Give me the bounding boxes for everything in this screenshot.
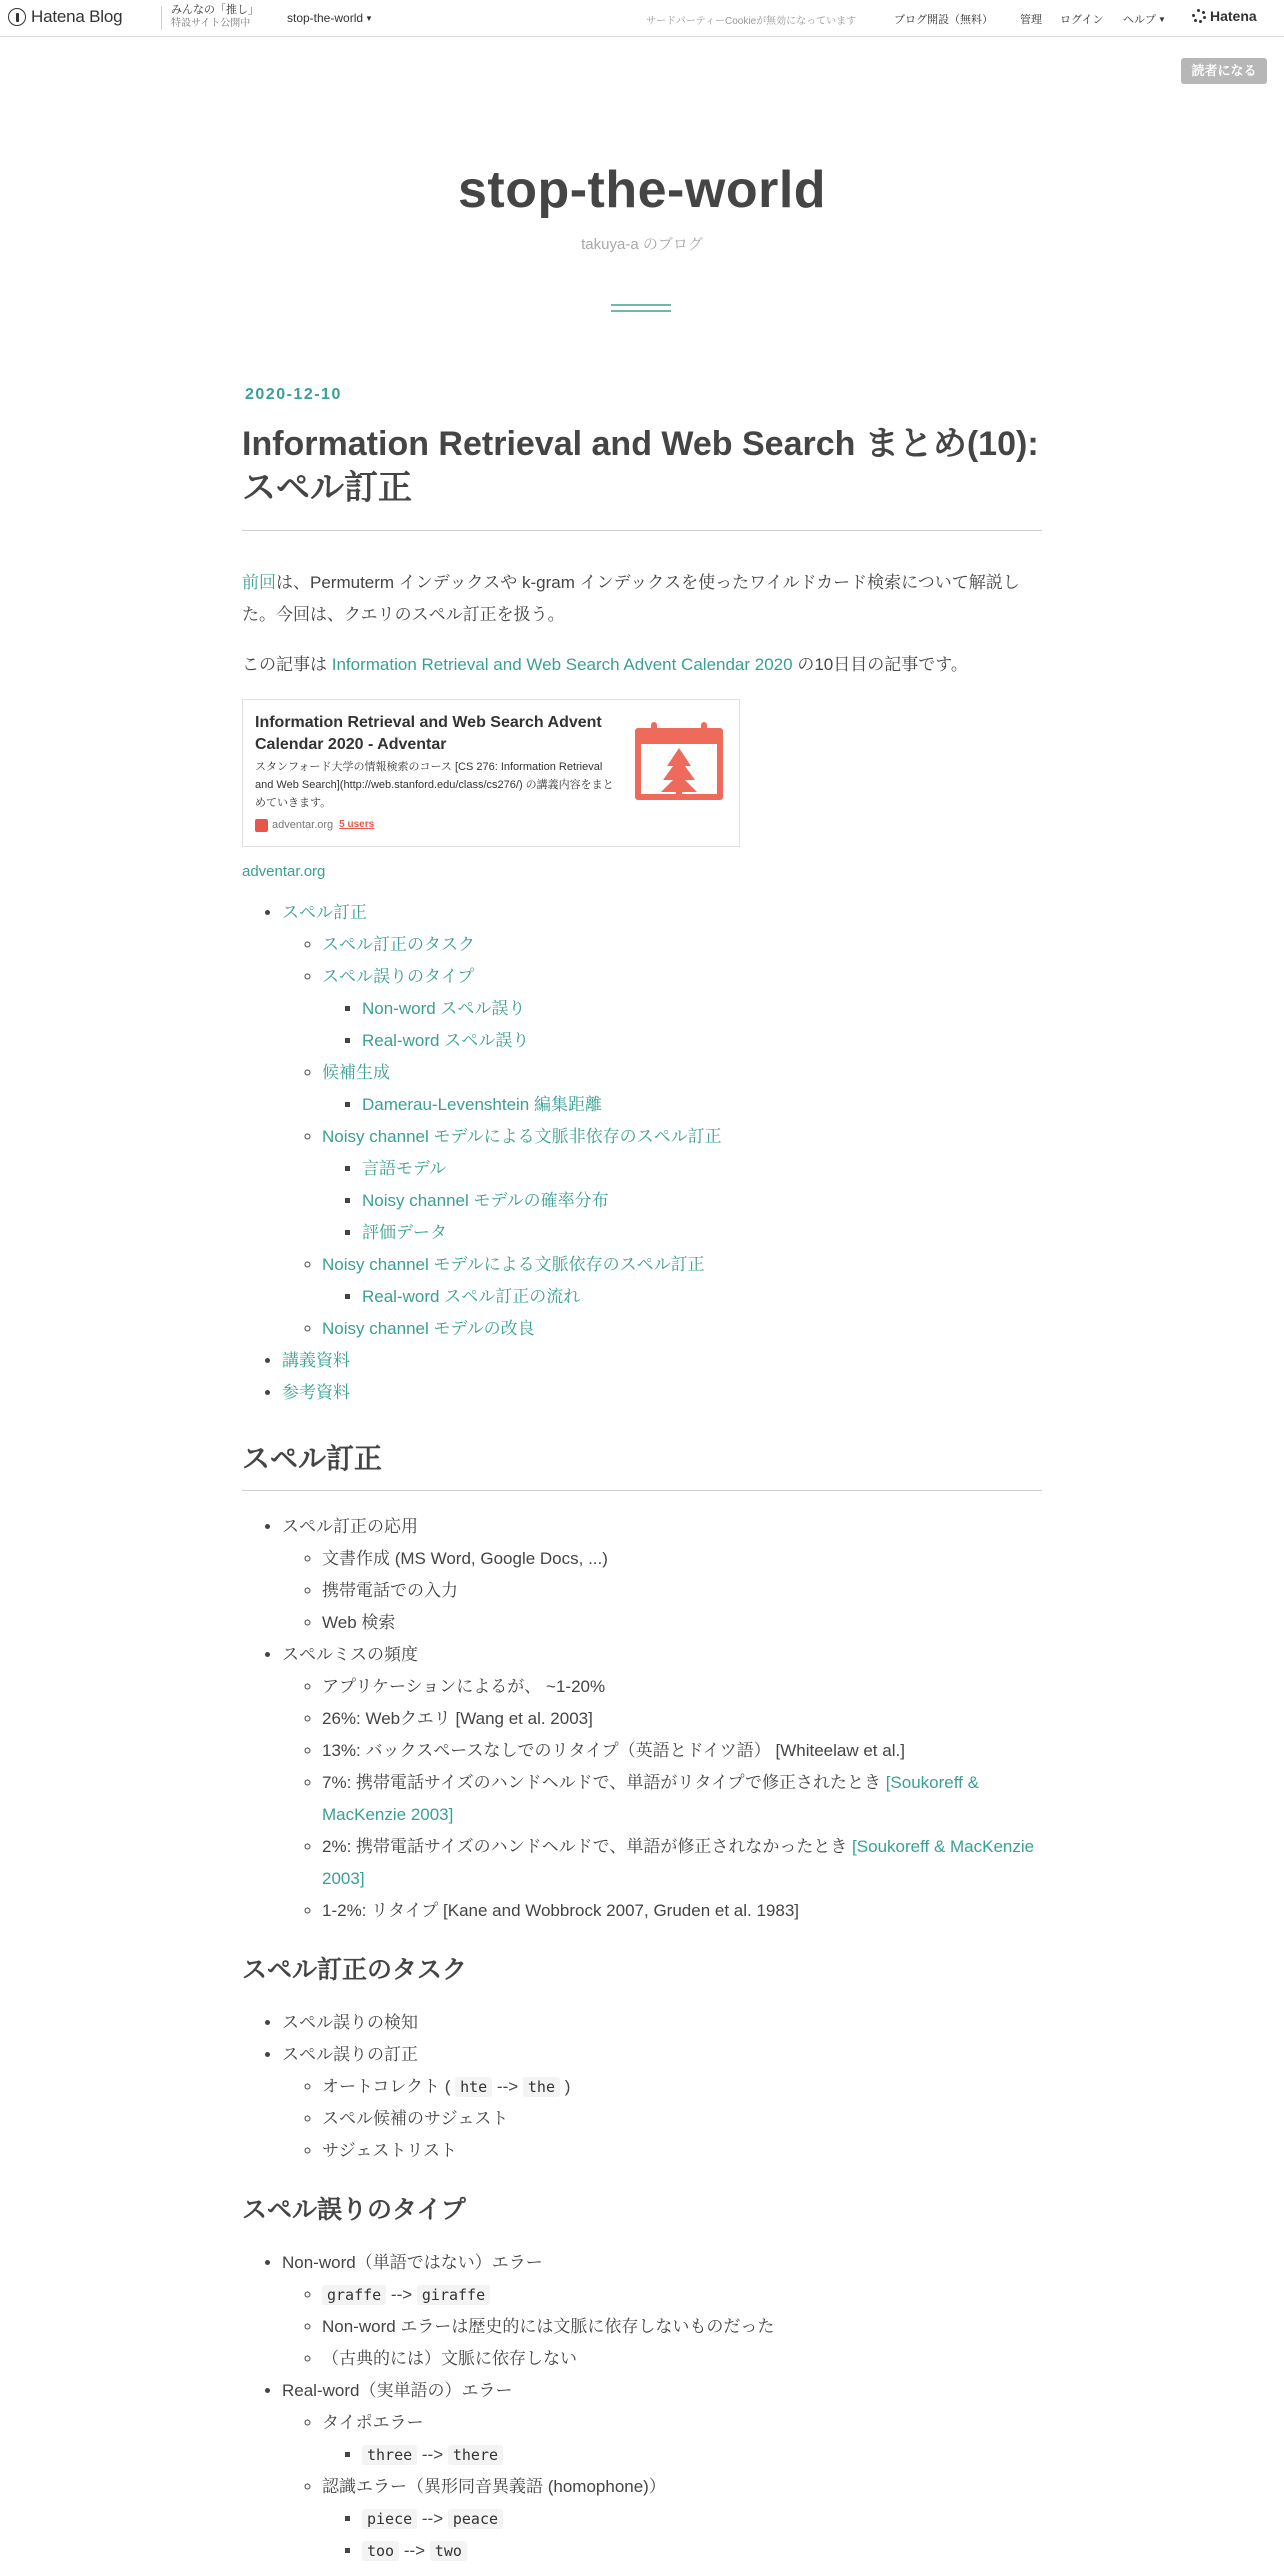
help-label: ヘルプ — [1123, 14, 1156, 26]
title-divider — [611, 304, 671, 316]
advent-calendar-link[interactable]: Information Retrieval and Web Search Advent Calendar 2020 — [331, 655, 793, 674]
list-item — [322, 2279, 1042, 2311]
code-inline: three — [362, 2445, 417, 2465]
card-description: スタンフォード大学の情報検索のコース [CS 276: Information Retrieval and Web Search](http://web.stanford.edu/class/cs276/) の講義内容をまとめていきます。 — [255, 761, 614, 809]
citation-link[interactable]: [Soukoreff & MacKenzie 2003] — [322, 1773, 979, 1824]
caret-down-icon: ▼ — [1158, 15, 1166, 24]
toc-link-refs[interactable]: 参考資料 — [282, 1383, 350, 1402]
toc-link-types[interactable]: スペル誤りのタイプ — [322, 967, 475, 986]
list-item — [282, 1639, 1042, 1927]
list-item — [282, 2375, 1042, 2567]
create-blog-link[interactable]: ブログ開設（無料） — [894, 14, 993, 26]
blog-description: takuya-a のブログ — [581, 236, 703, 253]
toc-item — [322, 1249, 1042, 1313]
list-item — [362, 2535, 1042, 2567]
section-heading-spell: スペル訂正 — [242, 1441, 1042, 1491]
list-item — [362, 2439, 1042, 2471]
arrow-text: --> — [492, 2077, 523, 2096]
list-item — [282, 2039, 1042, 2167]
source-link[interactable]: adventar.org — [242, 863, 326, 880]
hatena-blog-logo-text: Hatena Blog — [31, 7, 123, 26]
list-item: ◦ 1-2%: リタイプ [Kane and Wobbrock 2007, Gruden et al. 1983] — [322, 1895, 1042, 1927]
list-item — [362, 2503, 1042, 2535]
toc-link-nonword[interactable]: Non-word スペル誤り — [362, 999, 526, 1018]
list-text: 2%: 携帯電話サイズのハンドヘルドで、単語が修正されなかったとき — [322, 1837, 853, 1856]
list-item — [322, 1767, 1042, 1831]
list-text: Non-word（単語ではない）エラー — [282, 2253, 543, 2272]
toc-link-spell[interactable]: スペル訂正 — [282, 903, 367, 922]
list-item: • スペル誤りの検知 — [282, 2007, 1042, 2039]
toc-item — [282, 1377, 1042, 1409]
toc-item — [322, 929, 1042, 961]
list-item: ◦ Non-word エラーは歴史的には文脈に依存しないものだった — [322, 2311, 1042, 2343]
toc-link-candidates[interactable]: 候補生成 — [322, 1063, 390, 1082]
list-text: ) — [559, 2077, 571, 2096]
toc-link-noisy-indep[interactable]: Noisy channel モデルによる文脈非依存のスペル訂正 — [322, 1127, 722, 1146]
toc-item — [362, 993, 1042, 1025]
code-inline: the — [523, 2077, 560, 2097]
code-inline: too — [362, 2541, 399, 2561]
list-item: ◦ Web 検索 — [322, 1607, 1042, 1639]
toc-item — [362, 1217, 1042, 1249]
list-item: ◦ スペル候補のサジェスト — [322, 2103, 1042, 2135]
list-item — [282, 2247, 1042, 2375]
list-item: ◦ アプリケーションによるが、 ~1-20% — [322, 1671, 1042, 1703]
login-link[interactable]: ログイン — [1060, 14, 1104, 26]
intro-text: は、Permuterm インデックスや k-gram インデックスを使ったワイルドカード検索について解説した。今回は、クエリのスペル訂正を扱う。 — [242, 573, 1020, 624]
citation-link[interactable]: [Soukoreff & MacKenzie 2003] — [322, 1837, 1035, 1888]
toc-link-lm[interactable]: 言語モデル — [362, 1159, 447, 1178]
list-text: タイポエラー — [322, 2413, 424, 2432]
toc-item — [362, 1185, 1042, 1217]
section-heading-task: スペル訂正のタスク — [242, 1956, 468, 1984]
toc-item — [322, 1057, 1042, 1121]
toc-item — [362, 1281, 1042, 1313]
list-text: Real-word（実単語の）エラー — [282, 2381, 513, 2400]
code-inline: two — [430, 2541, 467, 2561]
toc-link-noisy-dep[interactable]: Noisy channel モデルによる文脈依存のスペル訂正 — [322, 1255, 705, 1274]
toc-link-damerau[interactable]: Damerau-Levenshtein 編集距離 — [362, 1095, 602, 1114]
task-list — [242, 2007, 1042, 2167]
embed-card[interactable] — [242, 699, 740, 847]
table-of-contents — [242, 897, 1042, 1409]
toc-item — [322, 1313, 1042, 1345]
hatena-label: Hatena — [1210, 8, 1257, 24]
list-item: ◦ サジェストリスト — [322, 2135, 1042, 2167]
toc-link-task[interactable]: スペル訂正のタスク — [322, 935, 475, 954]
list-item: ◦ 携帯電話での入力 — [322, 1575, 1042, 1607]
list-item: ◦ 文書作成 (MS Word, Google Docs, ...) — [322, 1543, 1042, 1575]
arrow-text: --> — [417, 2445, 448, 2464]
list-text: スペル誤りの訂正 — [282, 2045, 418, 2064]
blog-menu-label: stop-the-world — [287, 11, 364, 25]
help-dropdown[interactable] — [1123, 11, 1166, 27]
entry-date[interactable]: 2020-12-10 — [245, 386, 342, 403]
toc-link-improve[interactable]: Noisy channel モデルの改良 — [322, 1319, 535, 1338]
promo-line2: 特設サイト公開中 — [171, 18, 251, 29]
arrow-text: --> — [399, 2541, 430, 2560]
code-inline: graffe — [322, 2285, 386, 2305]
card-title[interactable]: Information Retrieval and Web Search Advent Calendar 2020 - Adventar — [255, 714, 602, 753]
cookie-notice: サードパーティーCookieが無効になっています — [646, 16, 857, 27]
hatena-dots-icon — [1192, 9, 1206, 23]
list-item: ◦ （古典的には）文脈に依存しない — [322, 2343, 1042, 2375]
code-inline: peace — [448, 2509, 503, 2529]
toc-item — [362, 1089, 1042, 1121]
list-item — [322, 2471, 1042, 2567]
code-inline: there — [448, 2445, 503, 2465]
advent-pre: この記事は — [242, 655, 332, 674]
hatena-blog-logo-icon — [8, 8, 26, 26]
promo-line1: みんなの「推し」 — [171, 4, 259, 16]
toc-item — [322, 961, 1042, 1057]
list-item — [322, 1831, 1042, 1895]
blog-title[interactable]: stop-the-world — [457, 161, 827, 219]
hatena-blog-logo[interactable] — [8, 7, 122, 27]
list-text: スペル訂正の応用 — [282, 1517, 418, 1536]
list-text: 7%: 携帯電話サイズのハンドヘルドで、単語がリタイプで修正されたとき — [322, 1773, 886, 1792]
toc-link-lecture[interactable]: 講義資料 — [282, 1351, 350, 1370]
toc-item — [362, 1153, 1042, 1185]
global-header — [0, 0, 1284, 37]
types-list — [242, 2247, 1042, 2567]
arrow-text: --> — [417, 2509, 448, 2528]
list-item: ◦ 26%: Webクエリ [Wang et al. 2003] — [322, 1703, 1042, 1735]
section-heading-types: スペル誤りのタイプ — [242, 2196, 466, 2224]
advent-post: の10日目の記事です。 — [792, 655, 968, 674]
bookmark-users-link[interactable]: 5 users — [339, 819, 375, 830]
caret-down-icon: ▼ — [365, 14, 373, 23]
adventar-calendar-icon — [633, 722, 725, 802]
subscribe-button[interactable]: 読者になる — [1181, 58, 1267, 84]
list-item — [322, 2407, 1042, 2471]
arrow-text: --> — [386, 2285, 417, 2304]
toc-link-realword[interactable]: Real-word スペル誤り — [362, 1031, 530, 1050]
toc-item — [282, 1345, 1042, 1377]
card-site-name: adventar.org — [272, 819, 334, 831]
hatena-menu[interactable] — [1192, 8, 1257, 24]
code-inline: hte — [455, 2077, 492, 2097]
code-inline: piece — [362, 2509, 417, 2529]
card-site — [255, 818, 374, 832]
previous-post-link[interactable]: 前回 — [242, 573, 276, 592]
header-divider — [161, 6, 162, 30]
intro-paragraph — [242, 567, 1042, 631]
toc-link-eval[interactable]: 評価データ — [362, 1223, 447, 1242]
blog-menu-dropdown[interactable] — [287, 11, 373, 25]
list-text: 認識エラー（異形同音異義語 (homophone)） — [322, 2477, 666, 2496]
list-item: ◦ 13%: バックスペースなしでのリタイプ（英語とドイツ語） [Whiteelaw et al.] — [322, 1735, 1042, 1767]
entry — [242, 380, 1042, 2567]
title-rule — [242, 530, 1042, 531]
toc-item — [362, 1025, 1042, 1057]
code-inline: giraffe — [417, 2285, 490, 2305]
admin-link[interactable]: 管理 — [1020, 14, 1042, 26]
toc-link-rw-flow[interactable]: Real-word スペル訂正の流れ — [362, 1287, 581, 1306]
list-item — [282, 1511, 1042, 1639]
list-item — [322, 2071, 1042, 2103]
toc-link-prob[interactable]: Noisy channel モデルの確率分布 — [362, 1191, 609, 1210]
toc-item — [322, 1121, 1042, 1249]
list-text: スペルミスの頻度 — [282, 1645, 418, 1664]
toc-item — [282, 897, 1042, 1345]
spell-list — [242, 1511, 1042, 1927]
entry-title[interactable]: Information Retrieval and Web Search まとめ(10): スペル訂正 — [242, 425, 1039, 507]
advent-paragraph — [242, 649, 1042, 681]
list-text: オートコレクト ( — [322, 2077, 456, 2096]
adventar-favicon-icon — [255, 819, 268, 832]
header-promo-link[interactable] — [171, 4, 259, 30]
